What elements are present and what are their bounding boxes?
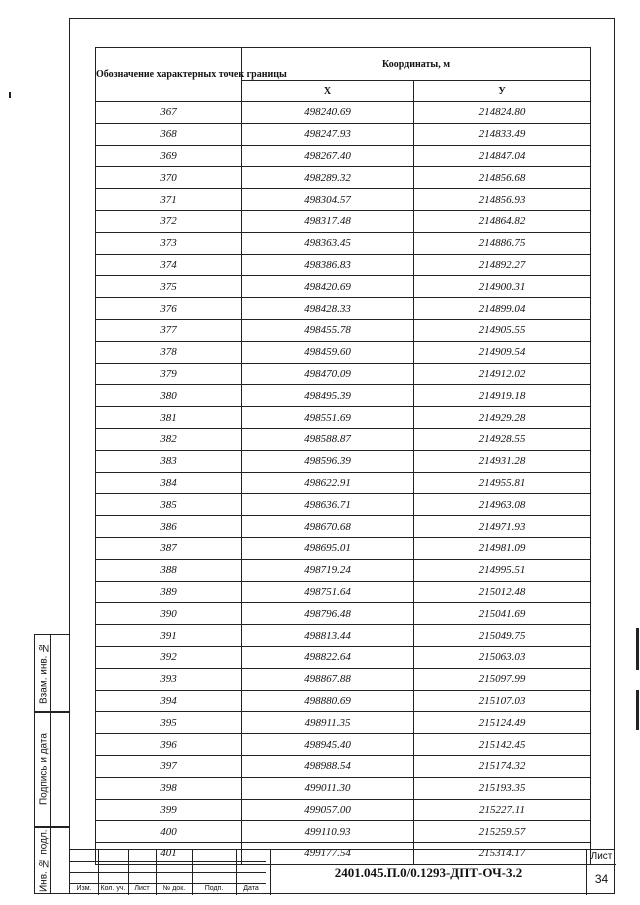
sign-date-label: Подпись и дата: [38, 733, 50, 806]
x-coordinate-cell: 498240.69: [242, 102, 414, 124]
inv-replace-label: Взам. инв. №: [38, 641, 50, 705]
x-coordinate-cell: 498317.48: [242, 210, 414, 232]
inv-orig-label: Инв. № подл.: [38, 829, 50, 892]
rev-label-doc: № док.: [162, 885, 186, 892]
y-coordinate-cell: 215259.57: [414, 821, 591, 843]
scan-mark: [636, 628, 639, 670]
point-number-cell: 396: [96, 734, 242, 756]
y-coordinate-cell: 215193.35: [414, 777, 591, 799]
point-number-cell: 379: [96, 363, 242, 385]
x-coordinate-cell: 498988.54: [242, 755, 414, 777]
rev-label-sheet: Лист: [134, 885, 150, 892]
y-coordinate-cell: 214856.93: [414, 189, 591, 211]
table-row: [96, 102, 591, 124]
y-coordinate-cell: 214912.02: [414, 363, 591, 385]
y-coordinate-cell: 214909.54: [414, 341, 591, 363]
x-coordinate-cell: 498880.69: [242, 690, 414, 712]
side-strip-inv-orig: [34, 827, 70, 894]
x-coordinate-cell: 499110.93: [242, 821, 414, 843]
coordinates-table: [95, 47, 591, 865]
y-coordinate-cell: 215174.32: [414, 755, 591, 777]
x-coordinate-cell: 498420.69: [242, 276, 414, 298]
point-number-cell: 400: [96, 821, 242, 843]
y-coordinate-cell: 214919.18: [414, 385, 591, 407]
rev-label-change: Изм.: [76, 885, 92, 892]
rev-label-date: Дата: [243, 885, 259, 892]
x-coordinate-cell: 498267.40: [242, 145, 414, 167]
sheet-number: 34: [594, 872, 609, 886]
x-coordinate-cell: 498588.87: [242, 428, 414, 450]
sheet-box: [586, 850, 615, 895]
sheet-label: Лист: [587, 850, 616, 865]
x-coordinate-cell: 499177.54: [242, 843, 414, 865]
y-coordinate-cell: 214856.68: [414, 167, 591, 189]
table-row: [96, 494, 591, 516]
x-coordinate-cell: 498247.93: [242, 123, 414, 145]
side-strip-sign-date: [34, 712, 70, 827]
point-number-cell: 390: [96, 603, 242, 625]
y-coordinate-cell: 214955.81: [414, 472, 591, 494]
table-row: [96, 603, 591, 625]
table-row: [96, 276, 591, 298]
y-coordinate-cell: 214971.93: [414, 516, 591, 538]
y-coordinate-cell: 215041.69: [414, 603, 591, 625]
table-row: [96, 341, 591, 363]
point-number-cell: 388: [96, 559, 242, 581]
x-coordinate-cell: 498719.24: [242, 559, 414, 581]
x-coordinate-cell: 498622.91: [242, 472, 414, 494]
y-coordinate-cell: 215227.11: [414, 799, 591, 821]
point-number-cell: 381: [96, 407, 242, 429]
y-coordinate-cell: 215314.17: [414, 843, 591, 865]
x-column-header: X: [242, 81, 414, 102]
title-block: [70, 849, 615, 894]
table-row: [96, 690, 591, 712]
y-coordinate-cell: 214905.55: [414, 319, 591, 341]
point-number-cell: 382: [96, 428, 242, 450]
table-row: [96, 232, 591, 254]
point-number-cell: 374: [96, 254, 242, 276]
x-coordinate-cell: 498428.33: [242, 298, 414, 320]
y-coordinate-cell: 214900.31: [414, 276, 591, 298]
table-row: [96, 145, 591, 167]
document-number: 2401.045.П.0/0.1293-ДПТ-ОЧ-3.2: [270, 850, 586, 895]
table-row: [96, 428, 591, 450]
point-number-cell: 401: [96, 843, 242, 865]
x-coordinate-cell: 498945.40: [242, 734, 414, 756]
rev-label-count: Кол. уч.: [100, 885, 126, 892]
x-coordinate-cell: 498304.57: [242, 189, 414, 211]
table-row: [96, 298, 591, 320]
revision-grid: [70, 850, 266, 895]
point-number-cell: 386: [96, 516, 242, 538]
point-number-cell: 368: [96, 123, 242, 145]
table-row: [96, 559, 591, 581]
table-row: [96, 581, 591, 603]
x-coordinate-cell: 498911.35: [242, 712, 414, 734]
x-coordinate-cell: 498455.78: [242, 319, 414, 341]
x-coordinate-cell: 498813.44: [242, 625, 414, 647]
point-number-cell: 397: [96, 755, 242, 777]
point-number-cell: 398: [96, 777, 242, 799]
x-coordinate-cell: 498495.39: [242, 385, 414, 407]
y-coordinate-cell: 214981.09: [414, 537, 591, 559]
point-number-cell: 372: [96, 210, 242, 232]
point-number-cell: 367: [96, 102, 242, 124]
table-row: [96, 777, 591, 799]
scan-mark: [9, 92, 11, 98]
point-number-cell: 391: [96, 625, 242, 647]
point-number-cell: 371: [96, 189, 242, 211]
point-number-cell: 376: [96, 298, 242, 320]
point-number-cell: 383: [96, 450, 242, 472]
x-coordinate-cell: 498289.32: [242, 167, 414, 189]
x-coordinate-cell: 498796.48: [242, 603, 414, 625]
point-number-cell: 385: [96, 494, 242, 516]
x-coordinate-cell: 498363.45: [242, 232, 414, 254]
table-row: [96, 537, 591, 559]
y-coordinate-cell: 215142.45: [414, 734, 591, 756]
y-column-header: У: [414, 81, 591, 102]
y-coordinate-cell: 214824.80: [414, 102, 591, 124]
point-number-cell: 393: [96, 668, 242, 690]
x-coordinate-cell: 498459.60: [242, 341, 414, 363]
point-number-cell: 378: [96, 341, 242, 363]
y-coordinate-cell: 215097.99: [414, 668, 591, 690]
point-number-cell: 369: [96, 145, 242, 167]
x-coordinate-cell: 498386.83: [242, 254, 414, 276]
point-number-cell: 373: [96, 232, 242, 254]
x-coordinate-cell: 498636.71: [242, 494, 414, 516]
table-row: [96, 407, 591, 429]
y-coordinate-cell: 214929.28: [414, 407, 591, 429]
y-coordinate-cell: 215107.03: [414, 690, 591, 712]
x-coordinate-cell: 498551.69: [242, 407, 414, 429]
table-row: [96, 123, 591, 145]
point-number-cell: 395: [96, 712, 242, 734]
point-number-cell: 392: [96, 646, 242, 668]
table-row: [96, 450, 591, 472]
y-coordinate-cell: 215124.49: [414, 712, 591, 734]
table-row: [96, 668, 591, 690]
x-coordinate-cell: 498695.01: [242, 537, 414, 559]
point-column-header: Обозначение характерных точек границы: [96, 48, 242, 102]
y-coordinate-cell: 214928.55: [414, 428, 591, 450]
table-body: [96, 102, 591, 865]
point-number-cell: 399: [96, 799, 242, 821]
x-coordinate-cell: 498670.68: [242, 516, 414, 538]
point-number-cell: 380: [96, 385, 242, 407]
side-strip-inv-replace: [34, 634, 70, 712]
coordinates-column-header: Координаты, м: [242, 48, 591, 81]
y-coordinate-cell: 214864.82: [414, 210, 591, 232]
table-row: [96, 210, 591, 232]
y-coordinate-cell: 214963.08: [414, 494, 591, 516]
x-coordinate-cell: 499011.30: [242, 777, 414, 799]
x-coordinate-cell: 498470.09: [242, 363, 414, 385]
table-row: [96, 734, 591, 756]
y-coordinate-cell: 214995.51: [414, 559, 591, 581]
rev-label-sign: Подп.: [204, 885, 224, 892]
y-coordinate-cell: 214847.04: [414, 145, 591, 167]
x-coordinate-cell: 498596.39: [242, 450, 414, 472]
point-number-cell: 377: [96, 319, 242, 341]
table-row: [96, 363, 591, 385]
y-coordinate-cell: 214833.49: [414, 123, 591, 145]
x-coordinate-cell: 499057.00: [242, 799, 414, 821]
table-row: [96, 472, 591, 494]
point-number-cell: 389: [96, 581, 242, 603]
x-coordinate-cell: 498822.64: [242, 646, 414, 668]
x-coordinate-cell: 498867.88: [242, 668, 414, 690]
y-coordinate-cell: 214931.28: [414, 450, 591, 472]
y-coordinate-cell: 214892.27: [414, 254, 591, 276]
table-row: [96, 821, 591, 843]
table-row: [96, 254, 591, 276]
table-row: [96, 516, 591, 538]
table-row: [96, 799, 591, 821]
scan-mark: [636, 690, 639, 730]
y-coordinate-cell: 214886.75: [414, 232, 591, 254]
y-coordinate-cell: 215049.75: [414, 625, 591, 647]
table-row: [96, 319, 591, 341]
y-coordinate-cell: 215012.48: [414, 581, 591, 603]
table-row: [96, 625, 591, 647]
point-number-cell: 384: [96, 472, 242, 494]
point-number-cell: 387: [96, 537, 242, 559]
table-row: [96, 755, 591, 777]
point-number-cell: 375: [96, 276, 242, 298]
point-number-cell: 370: [96, 167, 242, 189]
table-row: [96, 646, 591, 668]
x-coordinate-cell: 498751.64: [242, 581, 414, 603]
point-number-cell: 394: [96, 690, 242, 712]
y-coordinate-cell: 214899.04: [414, 298, 591, 320]
table-row: [96, 385, 591, 407]
y-coordinate-cell: 215063.03: [414, 646, 591, 668]
table-row: [96, 712, 591, 734]
table-row: [96, 189, 591, 211]
table-row: [96, 167, 591, 189]
